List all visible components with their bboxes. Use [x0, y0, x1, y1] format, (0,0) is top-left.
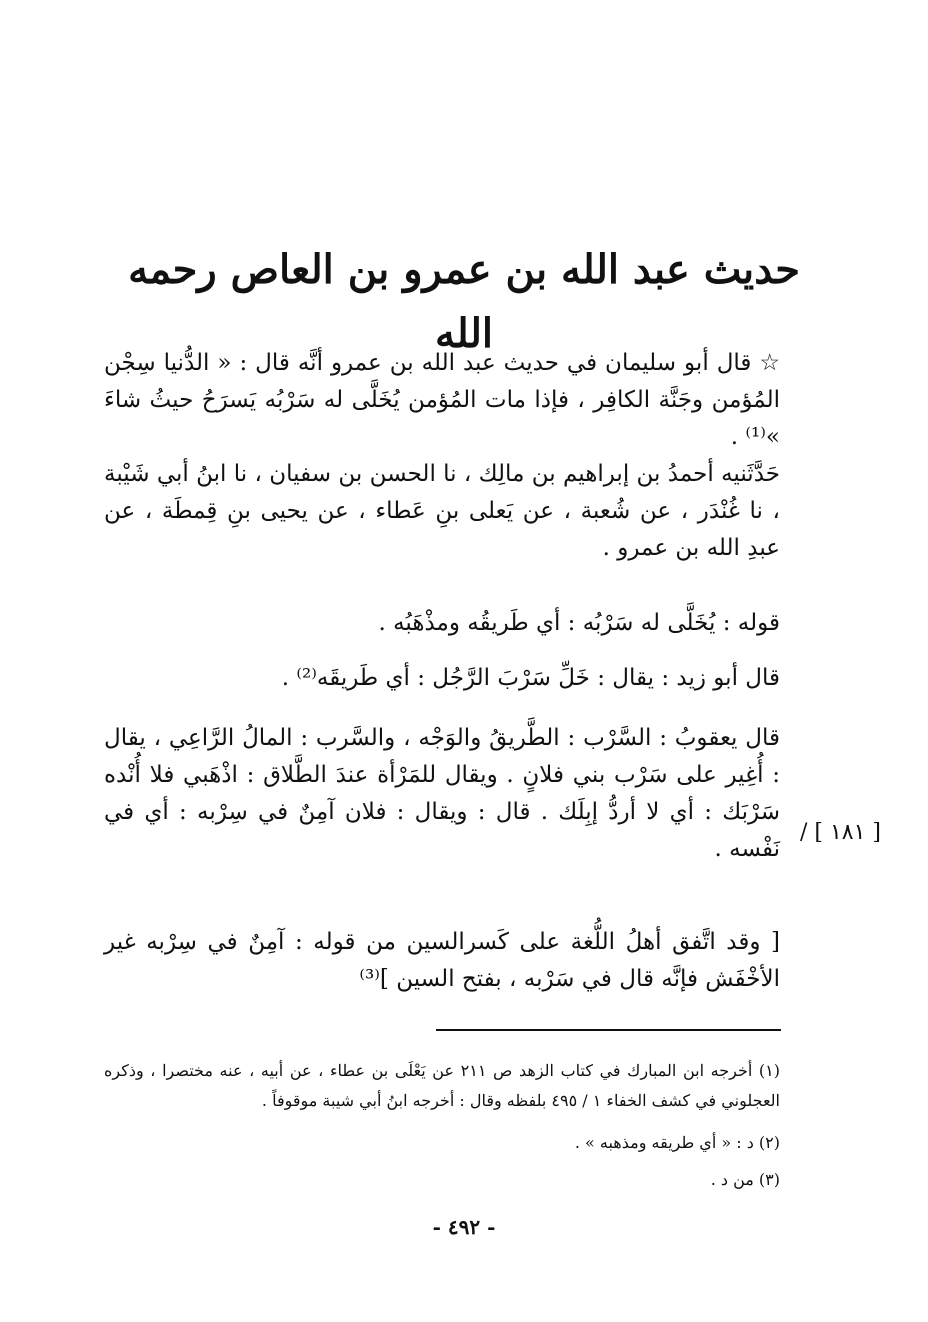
footnote-separator — [436, 1029, 781, 1031]
footnote-1: (١) أخرجه ابن المبارك في كتاب الزهد ص ٢١١ عن يَعْلَى بن عطاء ، عن أبيه ، عنه مختصرا ، وذكره العجلوني في كشف الخفاء ١ / ٤٩٥ بلفظه وقال : أخرجه ابنُ أبي شيبة موقوفاً . — [104, 1061, 780, 1110]
paragraph-abu-zayd: قال أبو زيد : يقال : خَلِّ سَرْبَ الرَّجُل : أي طَريقَه⁽²⁾ . — [281, 665, 780, 691]
footnote-2: (٢) د : « أي طريقه ومذهبه » . — [574, 1133, 780, 1152]
page-number: - ٤٩٢ - — [432, 1215, 496, 1239]
margin-folio-reference: [ ١٨١ ] / — [800, 820, 882, 845]
paragraph-yaqub: قال يعقوبُ : السَّرْب : الطَّريقُ والوَجْه ، والسَّرب : المالُ الرَّاعِي ، يقال : أُغِير على سَرْب بني فلانٍ . ويقال للمَرْأة عندَ الطَّلاق : اذْهَبي فلا أُنْده سَرْبَك : أي لا أردُّ إبِلَك . قال : ويقال : فلان آمِنٌ في سِرْبه : أي في نَفْسه . — [104, 725, 780, 862]
paragraph-isnad: حَدَّثَنيه أحمدُ بن إبراهيم بن مالِك ، نا الحسن بن سفيان ، نا ابنُ أبي شَيْبة ، نا غُنْدَر ، عن شُعبة ، عن يَعلى بنِ عَطاء ، عن يحيى بنِ قِمطَة ، عن عبدِ الله بن عمرو . — [104, 461, 780, 561]
paragraph-bracketed-note: [ وقد اتَّفق أهلُ اللُّغة على كَسرالسين من قوله : آمِنٌ في سِرْبه غير الأخْفَش فإنَّه قال في سَرْبه ، بفتح السين ]⁽³⁾ — [104, 929, 780, 992]
paragraph-explanation: قوله : يُخَلَّى له سَرْبُه : أي طَريقُه ومذْهَبُه . — [378, 610, 780, 636]
page-title: حديث عبد الله بن عمرو بن العاص رحمه الله — [128, 246, 800, 357]
paragraph-hadith: ☆ قال أبو سليمان في حديث عبد الله بن عمرو أنَّه قال : « الدُّنيا سِجْن المُؤمن وجَنَّة الكافِر ، فإذا مات المُؤمن يُخَلَّى له سَرْبُه يَسرَحُ حيثُ شاءَ »⁽¹⁾ . — [104, 350, 780, 450]
footnote-3: (٣) من د . — [710, 1170, 780, 1189]
